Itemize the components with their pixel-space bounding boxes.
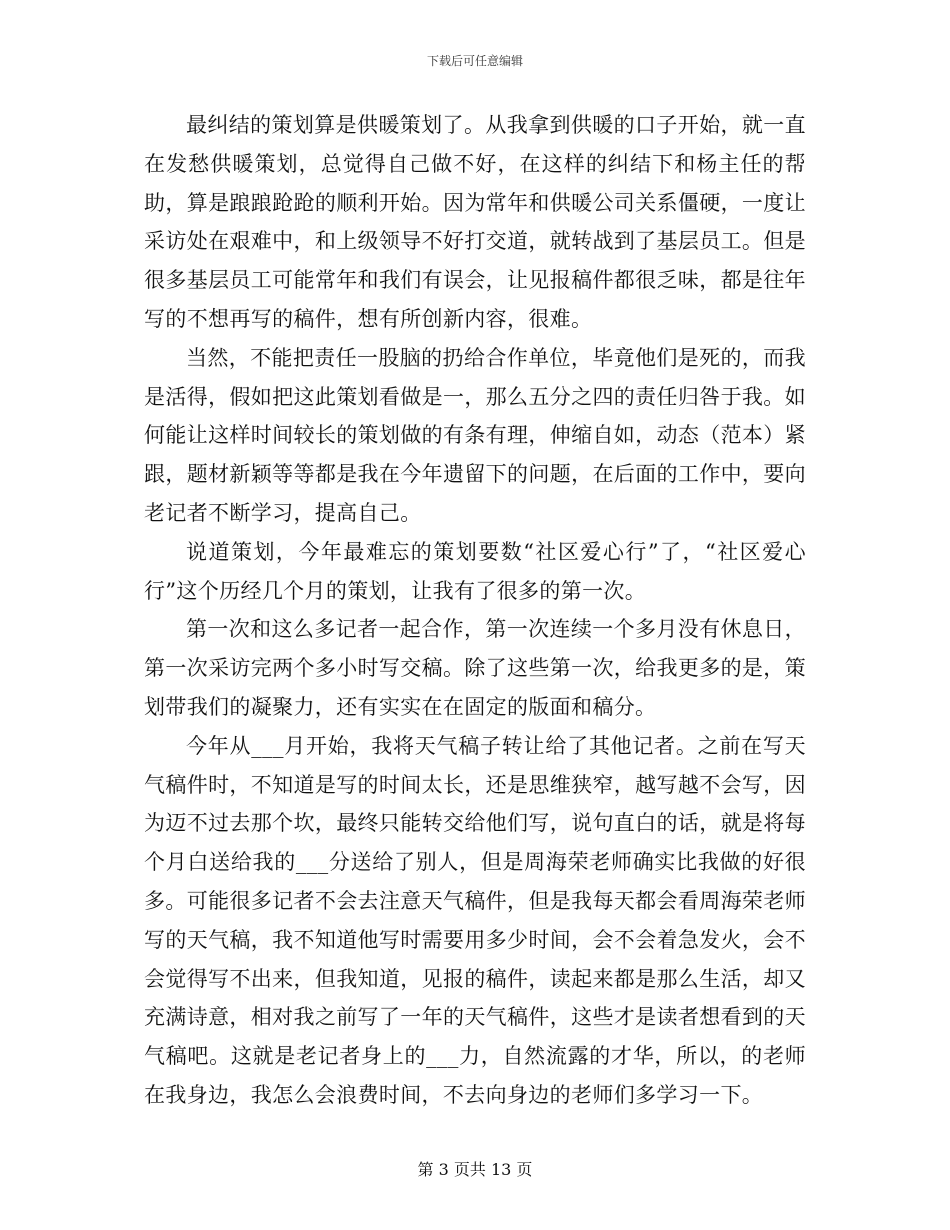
paragraph-community-love: 说道策划，今年最难忘的策划要数“社区爱心行”了，“社区爱心行”这个历经几个月的策划，让我有了很多的第一次。 [144, 539, 806, 603]
document-body [144, 106, 806, 1115]
paragraph-weather-articles: 今年从___月开始，我将天气稿子转让给了其他记者。之前在写天气稿件时，不知道是写的时间太长，还是思维狭窄，越写越不会写，因为迈不过去那个坎，最终只能转交给他们写，说句直白的话，就是将每个月白送给我的___分送给了别人，但是周海荣老师确实比我做的好很多。可能很多记者不会去注意天气稿件，但是我每天都会看周海荣老师写的天气稿，我不知道他写时需要用多少时间，会不会着急发火，会不会觉得写不出来，但我知道，见报的稿件，读起来都是那么生活，却又充满诗意，相对我之前写了一年的天气稿件，这些才是读者想看到的天气稿吧。这就是老记者身上的___力，自然流露的才华，所以，的老师在我身边，我怎么会浪费时间，不去向身边的老师们多学习一下。 [144, 733, 806, 1107]
page-header: 下载后可任意编辑 [426, 54, 523, 68]
paragraph-responsibility: 当然，不能把责任一股脑的扔给合作单位，毕竟他们是死的，而我是活得，假如把这此策划看做是一，那么五分之四的责任归咎于我。如何能让这样时间较长的策划做的有条有理，伸缩自如，动态（范本）紧跟，题材新颖等等都是我在今年遗留下的问题，在后面的工作中，要向老记者不断学习，提高自己。 [144, 345, 806, 525]
paragraph-first-times: 第一次和这么多记者一起合作，第一次连续一个多月没有休息日，第一次采访完两个多小时写交稿。除了这些第一次，给我更多的是，策划带我们的凝聚力，还有实实在在固定的版面和稿分。 [144, 617, 806, 719]
page-footer: 第 3 页共 13 页 [417, 1160, 533, 1179]
paragraph-heating-plan: 最纠结的策划算是供暖策划了。从我拿到供暖的口子开始，就一直在发愁供暖策划，总觉得自己做不好，在这样的纠结下和杨主任的帮助，算是踉踉跄跄的顺利开始。因为常年和供暖公司关系僵硬，一度让采访处在艰难中，和上级领导不好打交道，就转战到了基层员工。但是很多基层员工可能常年和我们有误会，让见报稿件都很乏味，都是往年写的不想再写的稿件，想有所创新内容，很难。 [144, 113, 806, 331]
